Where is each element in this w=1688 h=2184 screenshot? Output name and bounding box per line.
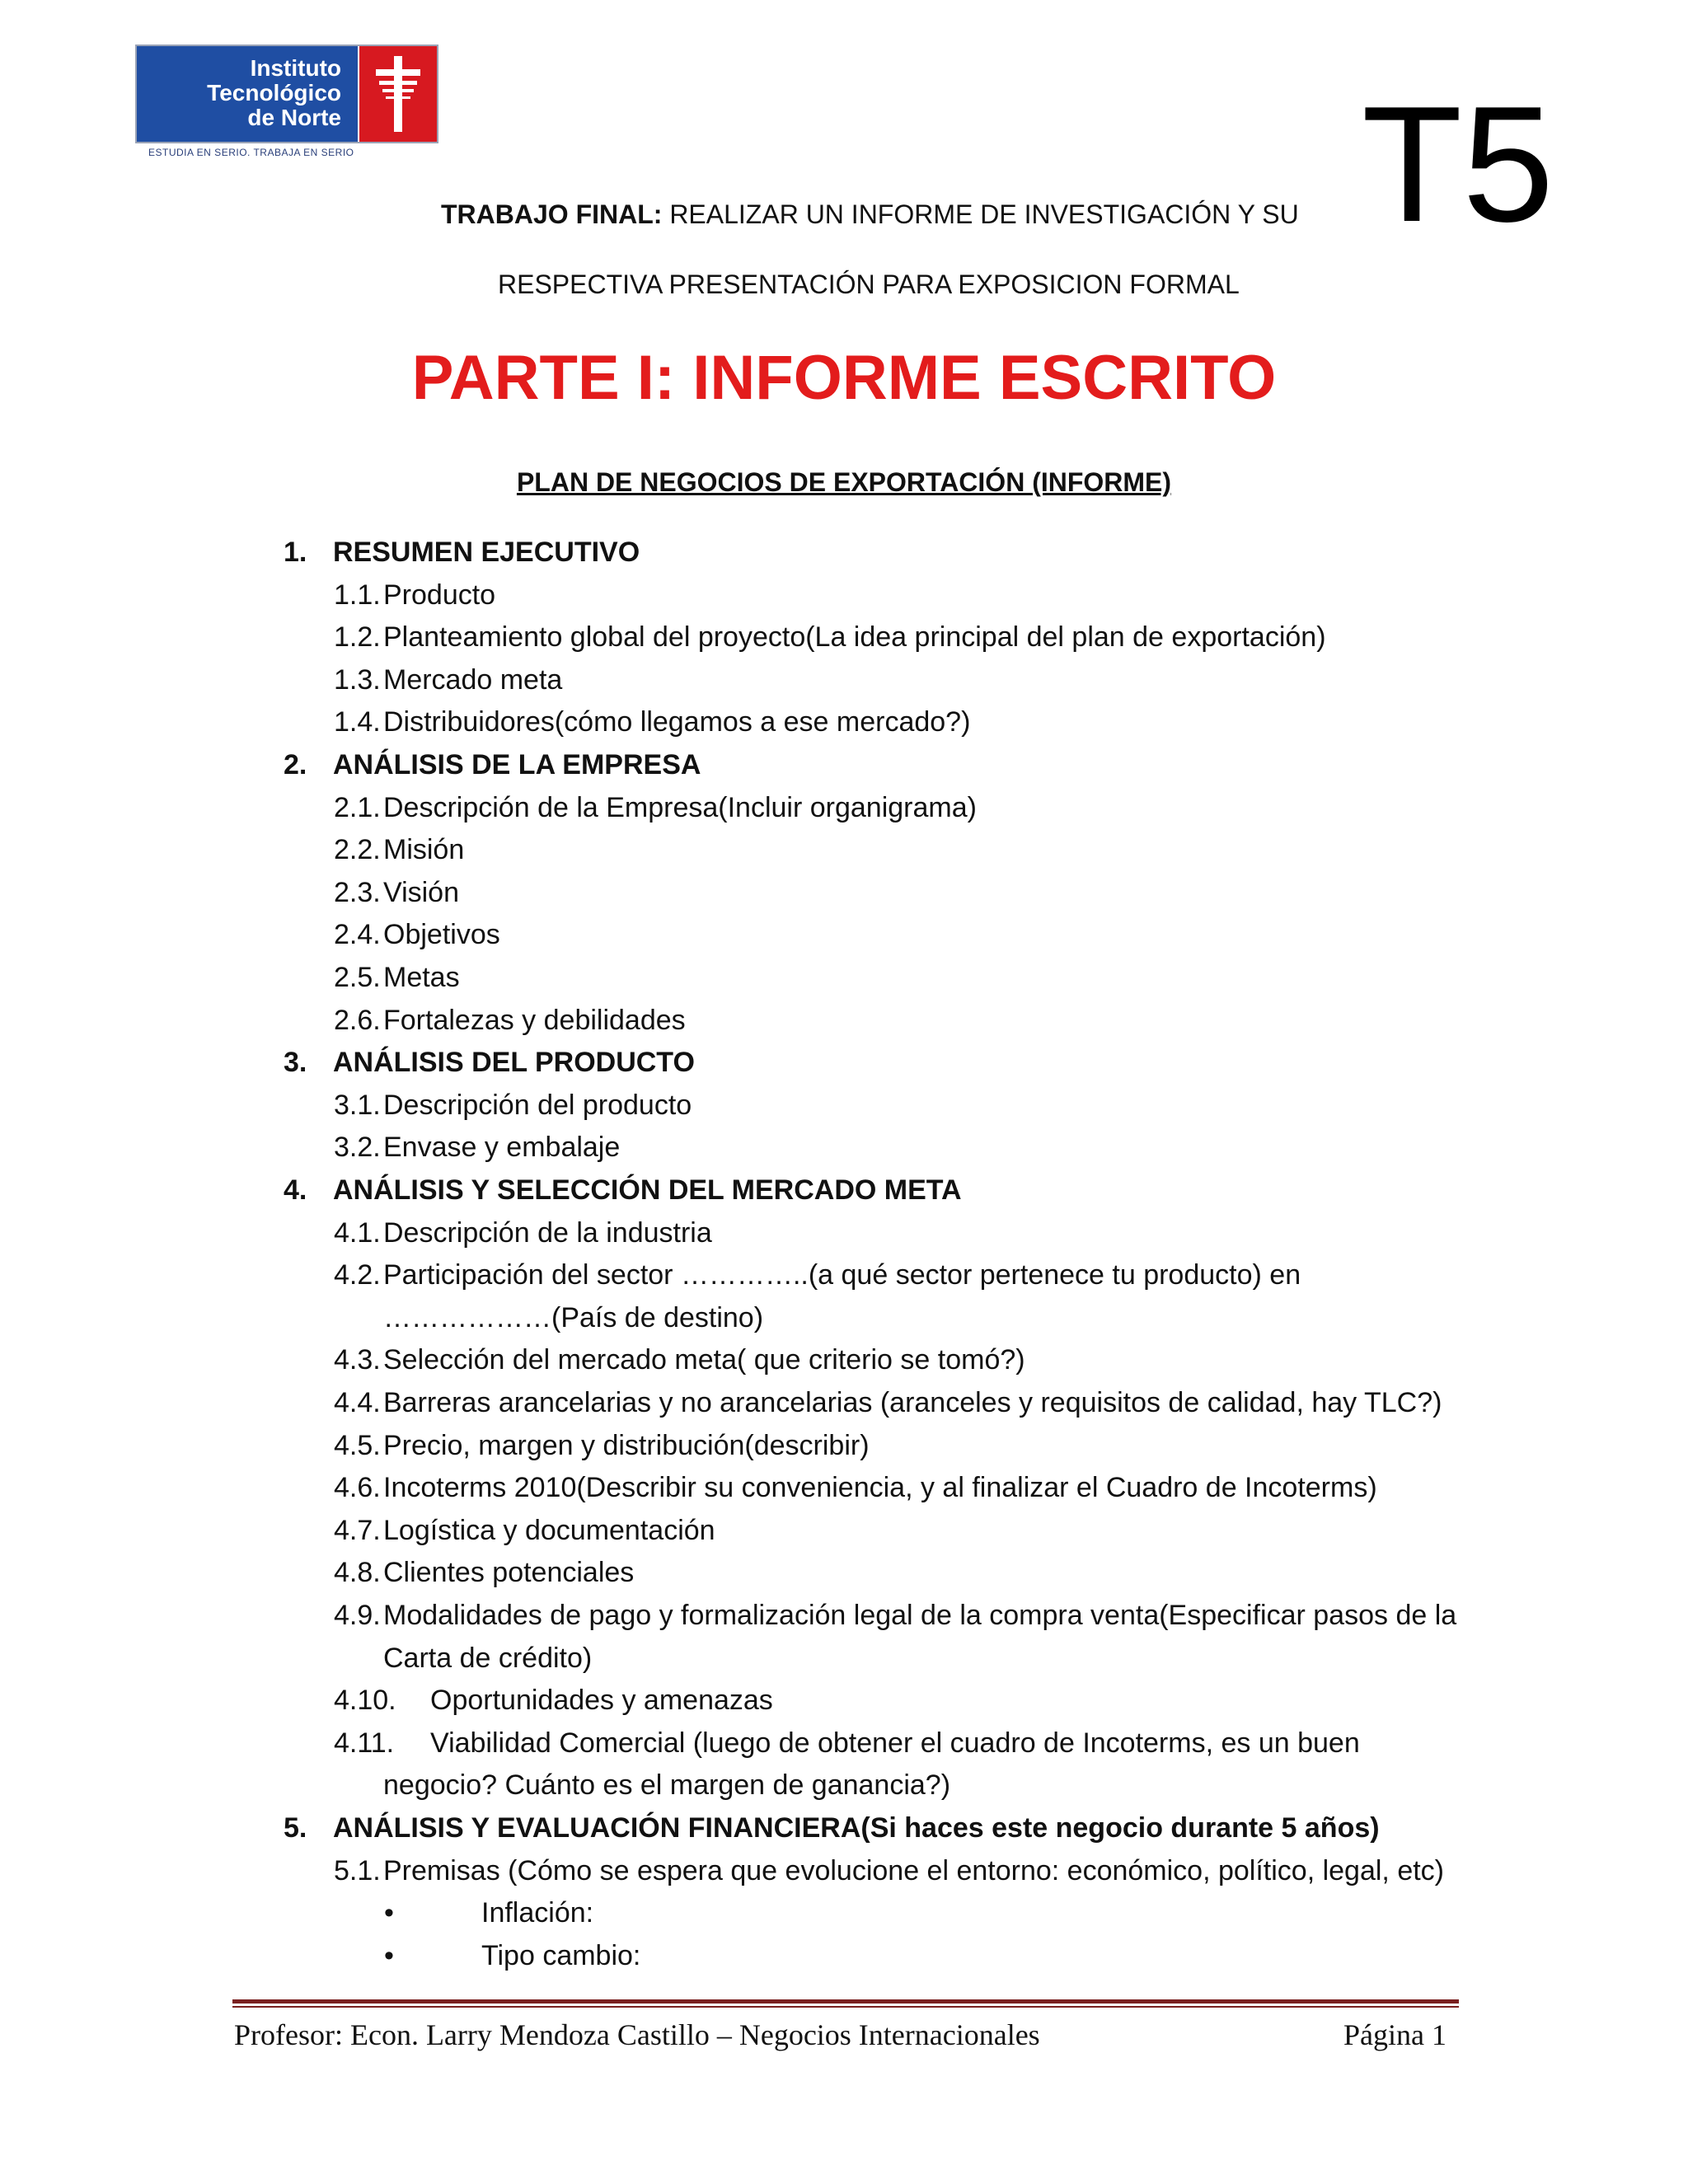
toc-number: 1.3. <box>334 663 381 696</box>
toc-item-text: Metas <box>383 962 460 993</box>
toc-number: 2.2. <box>334 834 381 866</box>
toc-number: 5.1. <box>334 1854 381 1886</box>
toc-item-text: Selección del mercado meta( que criterio se tomó?) <box>383 1344 1025 1376</box>
logo-wordmark <box>207 56 341 130</box>
toc-number: 2.4. <box>334 919 381 951</box>
toc-number: 3. <box>284 1047 307 1079</box>
page-tag: T5 <box>1362 73 1554 256</box>
toc-item-text: Participación del sector …………..(a qué sector pertenece tu producto) en <box>383 1259 1301 1291</box>
toc-number: 5. <box>284 1812 307 1844</box>
toc-number: 4.5. <box>334 1429 381 1461</box>
toc-item-text: Logística y documentación <box>383 1514 715 1546</box>
toc-number: 4.2. <box>334 1259 381 1291</box>
toc-item-text: Producto <box>383 579 496 611</box>
toc-item-text: Precio, margen y distribución(describir) <box>383 1429 870 1461</box>
toc-item-text: Premisas (Cómo se espera que evolucione el entorno: económico, político, legal, etc) <box>383 1854 1445 1886</box>
logo-blue-panel <box>137 46 358 142</box>
toc-number: 2.1. <box>334 791 381 823</box>
toc-item-text: Visión <box>383 876 459 908</box>
part-title: PARTE I: INFORME ESCRITO <box>411 343 1277 413</box>
logo-line2: Tecnológico <box>207 80 341 105</box>
toc-number: 4.6. <box>334 1472 381 1504</box>
toc-number: 4.11. <box>334 1727 395 1759</box>
assignment-title-label: TRABAJO FINAL: <box>441 199 663 229</box>
toc-item-text: Envase y embalaje <box>383 1132 621 1164</box>
toc-item-text: Descripción del producto <box>383 1089 692 1121</box>
toc-number: 1. <box>284 537 307 568</box>
plan-title: PLAN DE NEGOCIOS DE EXPORTACIÓN (INFORME) <box>516 467 1172 497</box>
toc-item-text: Objetivos <box>383 919 500 951</box>
toc-number: 2.5. <box>334 962 381 993</box>
toc-item-text: Viabilidad Comercial (luego de obtener el cuadro de Incoterms, es un buen <box>430 1727 1360 1759</box>
toc-item-text: Descripción de la industria <box>383 1216 712 1249</box>
assignment-title-line2: RESPECTIVA PRESENTACIÓN PARA EXPOSICION FORMAL <box>498 269 1240 299</box>
toc-item-text: Descripción de la Empresa(Incluir organigrama) <box>383 791 977 823</box>
toc-item-text: Modalidades de pago y formalización legal de la compra venta(Especificar pasos de la <box>383 1600 1457 1631</box>
toc-item-text: negocio? Cuánto es el margen de ganancia?) <box>383 1769 951 1802</box>
toc-item-text: Clientes potenciales <box>383 1557 635 1589</box>
assignment-title-line1 <box>441 199 1299 230</box>
toc-number: 4.8. <box>334 1557 381 1589</box>
footer-professor: Profesor: Econ. Larry Mendoza Castillo – Negocios Internacionales <box>234 2018 1040 2051</box>
toc-item-text: Misión <box>383 834 465 866</box>
toc-item-text: Distribuidores(cómo llegamos a ese mercado?) <box>383 706 971 738</box>
toc-item-text: Incoterms 2010(Describir su conveniencia, y al finalizar el Cuadro de Incoterms) <box>383 1472 1377 1504</box>
toc-item-text: Tipo cambio: <box>481 1939 641 1971</box>
toc-item-text: Barreras arancelarias y no arancelarias (aranceles y requisitos de calidad, hay TLC?) <box>383 1387 1442 1418</box>
toc-section-title: ANÁLISIS DE LA EMPRESA <box>333 749 701 780</box>
bullet-icon: • <box>384 1939 394 1971</box>
toc-number: 4.4. <box>334 1387 381 1418</box>
toc-item-text: Planteamiento global del proyecto(La idea principal del plan de exportación) <box>383 621 1326 654</box>
toc-section-title: ANÁLISIS Y SELECCIÓN DEL MERCADO META <box>333 1174 962 1206</box>
toc-item-text: ………………(País de destino) <box>383 1301 764 1333</box>
logo-tagline: ESTUDIA EN SERIO. TRABAJA EN SERIO <box>148 147 354 158</box>
toc-number: 4.9. <box>334 1600 381 1631</box>
toc-number: 4. <box>284 1174 307 1206</box>
bullet-icon: • <box>384 1897 394 1929</box>
toc-number: 1.1. <box>334 579 381 611</box>
logo-line3: de Norte <box>247 105 341 130</box>
toc-section-title: ANÁLISIS Y EVALUACIÓN FINANCIERA(Si haces este negocio durante 5 años) <box>333 1812 1380 1844</box>
logo-line1: Instituto <box>250 55 341 81</box>
toc-section-title: ANÁLISIS DEL PRODUCTO <box>333 1047 695 1079</box>
toc-item-text: Mercado meta <box>383 663 563 696</box>
toc-number: 3.2. <box>334 1132 381 1164</box>
toc-item-text: Oportunidades y amenazas <box>430 1685 773 1717</box>
toc-number: 1.4. <box>334 706 381 738</box>
footer-rule-thin <box>232 2006 1459 2008</box>
toc-number: 3.1. <box>334 1089 381 1121</box>
footer-page-number: Página 1 <box>1343 2018 1447 2051</box>
assignment-title-text: REALIZAR UN INFORME DE INVESTIGACIÓN Y SU <box>662 199 1299 229</box>
toc-number: 4.7. <box>334 1514 381 1546</box>
toc-number: 4.10. <box>334 1685 396 1717</box>
toc-item-text: Inflación: <box>481 1897 594 1929</box>
toc-number: 1.2. <box>334 621 381 654</box>
toc-number: 4.3. <box>334 1344 381 1376</box>
toc-item-text: Carta de crédito) <box>383 1642 593 1674</box>
toc-number: 2.6. <box>334 1004 381 1036</box>
footer-rule-thick <box>232 1999 1459 2004</box>
toc-item-text: Fortalezas y debilidades <box>383 1004 686 1036</box>
toc-number: 2. <box>284 749 307 780</box>
toc-number: 4.1. <box>334 1216 381 1249</box>
toc-number: 2.3. <box>334 876 381 908</box>
institute-logo <box>135 45 438 166</box>
cross-emblem-icon <box>371 53 425 135</box>
toc-section-title: RESUMEN EJECUTIVO <box>333 537 640 568</box>
